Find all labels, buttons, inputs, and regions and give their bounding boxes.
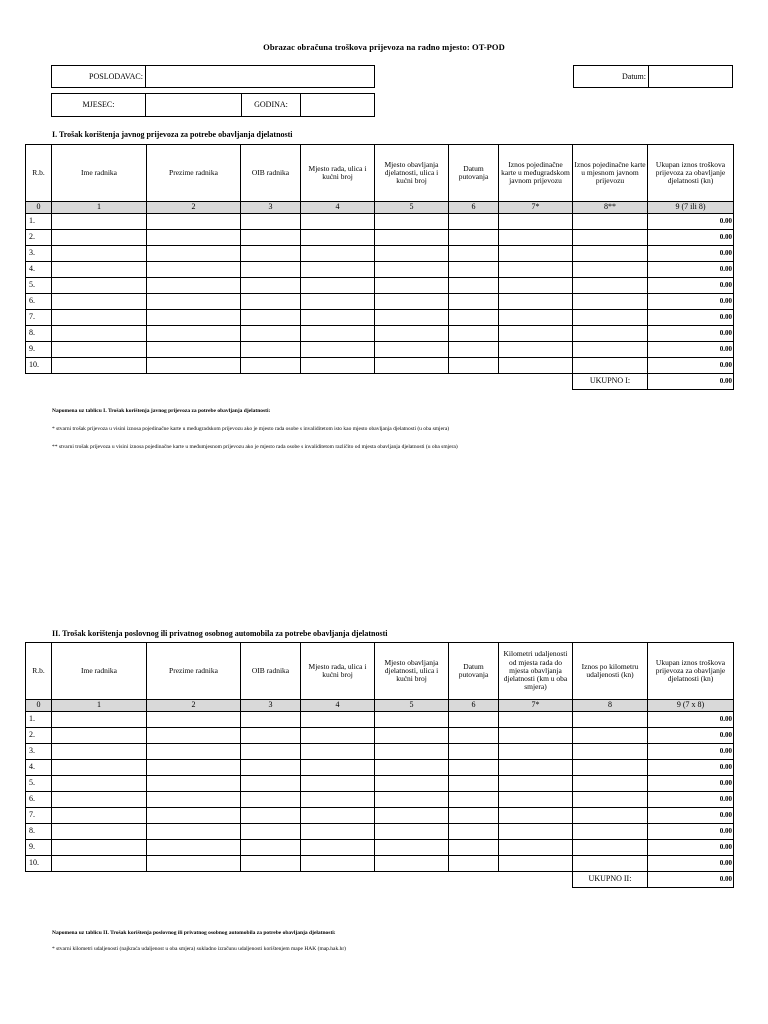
table-cell[interactable] <box>52 214 147 230</box>
table-cell[interactable] <box>301 712 375 728</box>
column-number: 8** <box>573 202 648 214</box>
table-cell[interactable] <box>52 262 147 278</box>
row-number: 5. <box>26 278 52 294</box>
table-row <box>26 278 734 294</box>
row-amount: 0.00 <box>648 214 734 230</box>
table-row <box>26 262 734 278</box>
table-row <box>26 342 734 358</box>
row-number: 10. <box>26 856 52 872</box>
employer-field[interactable] <box>147 66 374 87</box>
table-row <box>26 744 734 760</box>
column-number: 3 <box>241 202 301 214</box>
year-field[interactable] <box>302 94 374 116</box>
table-cell[interactable] <box>52 808 147 824</box>
column-number: 8 <box>573 700 648 712</box>
table-cell[interactable] <box>573 744 648 760</box>
table-cell[interactable] <box>449 342 499 358</box>
column-header: Ime radnika <box>52 643 147 700</box>
column-number: 0 <box>26 700 52 712</box>
date-field[interactable] <box>650 66 732 87</box>
table-cell[interactable] <box>241 358 301 374</box>
table-cell[interactable] <box>301 310 375 326</box>
table-row <box>26 808 734 824</box>
row-number: 2. <box>26 230 52 246</box>
row-amount: 0.00 <box>648 808 734 824</box>
section2-table <box>25 642 734 888</box>
table-cell[interactable] <box>499 712 573 728</box>
column-header: Prezime radnika <box>147 643 241 700</box>
table-cell[interactable] <box>147 712 241 728</box>
section2-note-title: Napomena uz tablicu II. Trošak korištenja poslovnog ili privatnog osobnog automobila za potrebe obavljanja djelatnosti: <box>52 930 336 936</box>
table-cell[interactable] <box>52 712 147 728</box>
section1-table <box>25 144 734 390</box>
row-number: 4. <box>26 262 52 278</box>
table-cell[interactable] <box>241 246 301 262</box>
table-row <box>26 310 734 326</box>
column-header: Datum putovanja <box>449 145 499 202</box>
table-cell[interactable] <box>52 310 147 326</box>
table-row <box>26 840 734 856</box>
table-cell[interactable] <box>449 246 499 262</box>
table-cell[interactable] <box>52 760 147 776</box>
table-cell[interactable] <box>375 294 449 310</box>
table-cell[interactable] <box>573 246 648 262</box>
table-cell[interactable] <box>147 326 241 342</box>
table-row <box>26 246 734 262</box>
table-cell[interactable] <box>375 214 449 230</box>
table-cell[interactable] <box>375 358 449 374</box>
table-row <box>26 728 734 744</box>
row-amount: 0.00 <box>648 294 734 310</box>
table-cell[interactable] <box>301 342 375 358</box>
table-row <box>26 326 734 342</box>
row-amount: 0.00 <box>648 744 734 760</box>
table-cell[interactable] <box>52 246 147 262</box>
table-cell[interactable] <box>301 728 375 744</box>
employer-box <box>51 65 375 88</box>
row-number: 3. <box>26 246 52 262</box>
table-cell[interactable] <box>573 358 648 374</box>
table-cell[interactable] <box>52 792 147 808</box>
table-cell[interactable] <box>241 792 301 808</box>
table-cell[interactable] <box>573 278 648 294</box>
table-cell[interactable] <box>241 808 301 824</box>
table-cell[interactable] <box>499 214 573 230</box>
table-row <box>26 856 734 872</box>
row-amount: 0.00 <box>648 792 734 808</box>
table-cell[interactable] <box>147 840 241 856</box>
table-cell[interactable] <box>375 728 449 744</box>
table-cell[interactable] <box>241 262 301 278</box>
total-spacer <box>26 872 573 888</box>
table-cell[interactable] <box>449 744 499 760</box>
table-cell[interactable] <box>301 358 375 374</box>
form-title: Obrazac obračuna troškova prijevoza na radno mjesto: OT-POD <box>263 42 505 52</box>
table-cell[interactable] <box>499 230 573 246</box>
table-cell[interactable] <box>499 326 573 342</box>
table-cell[interactable] <box>147 230 241 246</box>
column-number: 5 <box>375 202 449 214</box>
table-cell[interactable] <box>499 246 573 262</box>
section2-title: II. Trošak korištenja poslovnog ili privatnog osobnog automobila za potrebe obavljanja djelatnosti <box>52 629 388 638</box>
table-cell[interactable] <box>573 342 648 358</box>
table-cell[interactable] <box>573 824 648 840</box>
table-cell[interactable] <box>375 342 449 358</box>
table-cell[interactable] <box>499 776 573 792</box>
row-amount: 0.00 <box>648 776 734 792</box>
total-row <box>26 374 734 390</box>
column-header: Ime radnika <box>52 145 147 202</box>
table-cell[interactable] <box>52 728 147 744</box>
column-header: Mjesto obavljanja djelatnosti, ulica i kućni broj <box>375 643 449 700</box>
table-cell[interactable] <box>573 728 648 744</box>
table-cell[interactable] <box>499 840 573 856</box>
column-number: 5 <box>375 700 449 712</box>
table-cell[interactable] <box>449 856 499 872</box>
table-cell[interactable] <box>375 824 449 840</box>
table-cell[interactable] <box>241 728 301 744</box>
table-cell[interactable] <box>301 744 375 760</box>
table-cell[interactable] <box>301 808 375 824</box>
column-header: Mjesto obavljanja djelatnosti, ulica i kućni broj <box>375 145 449 202</box>
column-header: Iznos pojedinačne karte u međugradskom javnom prijevozu <box>499 145 573 202</box>
table-cell[interactable] <box>499 262 573 278</box>
total-label: UKUPNO I: <box>573 374 648 390</box>
table-cell[interactable] <box>301 760 375 776</box>
column-number-row <box>26 202 734 214</box>
section2-note-1: * stvarni kilometri udaljenosti (najkraća udaljenost u oba smjera) sukladno izračunu udaljenosti korištenjem mape HAK (map.hak.hr) <box>52 946 347 952</box>
section1-note-title: Napomena uz tablicu I. Trošak korištenja javnog prijevoza za potrebe obavljanja djelatnosti: <box>52 408 271 414</box>
table-cell[interactable] <box>301 856 375 872</box>
column-header: Mjesto rada, ulica i kućni broj <box>301 643 375 700</box>
row-number: 3. <box>26 744 52 760</box>
total-value: 0.00 <box>648 374 734 390</box>
table-cell[interactable] <box>375 230 449 246</box>
total-row <box>26 872 734 888</box>
column-number: 1 <box>52 700 147 712</box>
employer-label: POSLODAVAC: <box>52 66 146 87</box>
table-cell[interactable] <box>241 776 301 792</box>
table-cell[interactable] <box>241 214 301 230</box>
column-number-row <box>26 700 734 712</box>
table-cell[interactable] <box>301 262 375 278</box>
table-cell[interactable] <box>52 840 147 856</box>
table-cell[interactable] <box>147 792 241 808</box>
table-cell[interactable] <box>241 294 301 310</box>
table-cell[interactable] <box>573 310 648 326</box>
table-cell[interactable] <box>147 294 241 310</box>
table-cell[interactable] <box>52 856 147 872</box>
table-cell[interactable] <box>301 214 375 230</box>
table-cell[interactable] <box>499 824 573 840</box>
table-cell[interactable] <box>301 246 375 262</box>
table-cell[interactable] <box>147 214 241 230</box>
table-cell[interactable] <box>573 760 648 776</box>
table-cell[interactable] <box>449 310 499 326</box>
table-cell[interactable] <box>52 776 147 792</box>
table-cell[interactable] <box>499 856 573 872</box>
table-row <box>26 230 734 246</box>
table-cell[interactable] <box>449 712 499 728</box>
table-cell[interactable] <box>573 712 648 728</box>
table-cell[interactable] <box>499 358 573 374</box>
table-cell[interactable] <box>499 310 573 326</box>
table-cell[interactable] <box>449 294 499 310</box>
date-label: Datum: <box>574 66 649 87</box>
table-cell[interactable] <box>499 294 573 310</box>
table-cell[interactable] <box>573 792 648 808</box>
row-number: 1. <box>26 712 52 728</box>
row-number: 5. <box>26 776 52 792</box>
table-cell[interactable] <box>573 214 648 230</box>
column-number: 1 <box>52 202 147 214</box>
row-amount: 0.00 <box>648 310 734 326</box>
table-cell[interactable] <box>573 856 648 872</box>
table-cell[interactable] <box>241 840 301 856</box>
table-cell[interactable] <box>449 824 499 840</box>
table-cell[interactable] <box>375 246 449 262</box>
table-cell[interactable] <box>301 294 375 310</box>
table-cell[interactable] <box>375 310 449 326</box>
table-row <box>26 712 734 728</box>
table-cell[interactable] <box>449 776 499 792</box>
table-cell[interactable] <box>375 808 449 824</box>
month-label: MJESEC: <box>52 94 146 116</box>
table-cell[interactable] <box>375 262 449 278</box>
table-cell[interactable] <box>375 776 449 792</box>
section1-note-2: ** stvarni trošak prijevoza u visini iznosa pojedinačne karte u međumjesnom prijevozu ako je mjesto rada osobe s invaliditetom različito od mjesta obavljanja djelatnosti (u oba smjera) <box>52 444 458 450</box>
table-cell[interactable] <box>449 326 499 342</box>
column-number: 9 (7 x 8) <box>648 700 734 712</box>
table-cell[interactable] <box>375 840 449 856</box>
table-cell[interactable] <box>241 310 301 326</box>
table-cell[interactable] <box>241 342 301 358</box>
month-year-box <box>51 93 375 117</box>
table-cell[interactable] <box>375 856 449 872</box>
column-number: 2 <box>147 700 241 712</box>
table-cell[interactable] <box>241 856 301 872</box>
table-cell[interactable] <box>449 728 499 744</box>
column-header: Iznos po kilometru udaljenosti (kn) <box>573 643 648 700</box>
column-number: 3 <box>241 700 301 712</box>
row-number: 9. <box>26 342 52 358</box>
table-cell[interactable] <box>499 728 573 744</box>
row-amount: 0.00 <box>648 856 734 872</box>
column-number: 0 <box>26 202 52 214</box>
table-cell[interactable] <box>301 792 375 808</box>
table-cell[interactable] <box>449 262 499 278</box>
row-amount: 0.00 <box>648 728 734 744</box>
table-cell[interactable] <box>499 808 573 824</box>
row-number: 8. <box>26 824 52 840</box>
row-amount: 0.00 <box>648 760 734 776</box>
row-amount: 0.00 <box>648 342 734 358</box>
column-number: 6 <box>449 202 499 214</box>
column-header: Datum putovanja <box>449 643 499 700</box>
table-cell[interactable] <box>499 342 573 358</box>
table-cell[interactable] <box>147 744 241 760</box>
table-cell[interactable] <box>573 294 648 310</box>
table-cell[interactable] <box>147 358 241 374</box>
column-number: 4 <box>301 700 375 712</box>
table-cell[interactable] <box>301 278 375 294</box>
table-cell[interactable] <box>147 856 241 872</box>
table-cell[interactable] <box>52 230 147 246</box>
row-amount: 0.00 <box>648 712 734 728</box>
table-cell[interactable] <box>375 712 449 728</box>
table-cell[interactable] <box>449 358 499 374</box>
table-cell[interactable] <box>147 728 241 744</box>
table-cell[interactable] <box>52 358 147 374</box>
table-cell[interactable] <box>573 326 648 342</box>
table-cell[interactable] <box>449 230 499 246</box>
table-cell[interactable] <box>52 294 147 310</box>
table-cell[interactable] <box>301 840 375 856</box>
row-amount: 0.00 <box>648 278 734 294</box>
table-cell[interactable] <box>52 342 147 358</box>
table-cell[interactable] <box>147 310 241 326</box>
total-value: 0.00 <box>648 872 734 888</box>
row-number: 1. <box>26 214 52 230</box>
table-cell[interactable] <box>573 808 648 824</box>
row-amount: 0.00 <box>648 326 734 342</box>
table-cell[interactable] <box>449 214 499 230</box>
table-cell[interactable] <box>241 230 301 246</box>
row-number: 6. <box>26 294 52 310</box>
table-cell[interactable] <box>147 342 241 358</box>
column-header: OIB radnika <box>241 643 301 700</box>
table-row <box>26 214 734 230</box>
total-label: UKUPNO II: <box>573 872 648 888</box>
column-number: 9 (7 ili 8) <box>648 202 734 214</box>
table-cell[interactable] <box>241 744 301 760</box>
table-cell[interactable] <box>241 326 301 342</box>
table-header-row <box>26 643 734 700</box>
column-header: Prezime radnika <box>147 145 241 202</box>
table-cell[interactable] <box>241 760 301 776</box>
table-row <box>26 824 734 840</box>
year-label: GODINA: <box>242 94 301 116</box>
row-number: 7. <box>26 310 52 326</box>
table-row <box>26 792 734 808</box>
table-cell[interactable] <box>147 278 241 294</box>
table-cell[interactable] <box>241 824 301 840</box>
table-cell[interactable] <box>449 760 499 776</box>
row-amount: 0.00 <box>648 358 734 374</box>
row-number: 7. <box>26 808 52 824</box>
table-cell[interactable] <box>147 808 241 824</box>
row-number: 4. <box>26 760 52 776</box>
column-header: R.b. <box>26 643 52 700</box>
table-cell[interactable] <box>499 278 573 294</box>
column-header: Iznos pojedinačne karte u mjesnom javnom prijevozu <box>573 145 648 202</box>
section1-note-1: * stvarni trošak prijevoza u visini iznosa pojedinačne karte u međugradskom prijevozu ako je mjesto rada osobe s invaliditetom isto kao mjesto obavljanja djelatnosti (u oba smjera) <box>52 426 450 432</box>
table-cell[interactable] <box>147 824 241 840</box>
column-header: OIB radnika <box>241 145 301 202</box>
column-header: R.b. <box>26 145 52 202</box>
table-cell[interactable] <box>147 246 241 262</box>
table-cell[interactable] <box>573 840 648 856</box>
table-cell[interactable] <box>499 744 573 760</box>
total-spacer <box>26 374 573 390</box>
column-header: Ukupan iznos troškova prijevoza za obavljanje djelatnosti (kn) <box>648 643 734 700</box>
table-cell[interactable] <box>52 744 147 760</box>
table-cell[interactable] <box>147 776 241 792</box>
row-amount: 0.00 <box>648 246 734 262</box>
column-header: Mjesto rada, ulica i kućni broj <box>301 145 375 202</box>
section1-title: I. Trošak korištenja javnog prijevoza za potrebe obavljanja djelatnosti <box>52 130 293 139</box>
table-row <box>26 760 734 776</box>
table-cell[interactable] <box>301 776 375 792</box>
table-cell[interactable] <box>573 262 648 278</box>
row-amount: 0.00 <box>648 840 734 856</box>
row-number: 8. <box>26 326 52 342</box>
table-cell[interactable] <box>147 262 241 278</box>
table-cell[interactable] <box>449 808 499 824</box>
month-field[interactable] <box>147 94 242 116</box>
table-cell[interactable] <box>52 326 147 342</box>
row-number: 6. <box>26 792 52 808</box>
row-number: 10. <box>26 358 52 374</box>
table-cell[interactable] <box>301 326 375 342</box>
table-cell[interactable] <box>147 760 241 776</box>
row-amount: 0.00 <box>648 824 734 840</box>
table-cell[interactable] <box>375 792 449 808</box>
date-box <box>573 65 733 88</box>
column-number: 7* <box>499 700 573 712</box>
table-cell[interactable] <box>375 278 449 294</box>
table-cell[interactable] <box>573 230 648 246</box>
table-cell[interactable] <box>573 776 648 792</box>
column-number: 2 <box>147 202 241 214</box>
table-row <box>26 776 734 792</box>
table-cell[interactable] <box>52 278 147 294</box>
row-amount: 0.00 <box>648 230 734 246</box>
row-number: 9. <box>26 840 52 856</box>
column-header: Kilometri udaljenosti od mjesta rada do mjesta obavljanja djelatnosti (km u oba smjera) <box>499 643 573 700</box>
column-number: 6 <box>449 700 499 712</box>
table-cell[interactable] <box>52 824 147 840</box>
table-cell[interactable] <box>449 840 499 856</box>
column-number: 4 <box>301 202 375 214</box>
table-header-row <box>26 145 734 202</box>
table-cell[interactable] <box>375 760 449 776</box>
table-cell[interactable] <box>301 230 375 246</box>
table-cell[interactable] <box>499 760 573 776</box>
row-amount: 0.00 <box>648 262 734 278</box>
table-cell[interactable] <box>301 824 375 840</box>
column-number: 7* <box>499 202 573 214</box>
table-cell[interactable] <box>449 278 499 294</box>
table-cell[interactable] <box>375 326 449 342</box>
table-cell[interactable] <box>241 278 301 294</box>
table-cell[interactable] <box>499 792 573 808</box>
table-row <box>26 294 734 310</box>
table-cell[interactable] <box>241 712 301 728</box>
table-cell[interactable] <box>375 744 449 760</box>
column-header: Ukupan iznos troškova prijevoza za obavljanje djelatnosti (kn) <box>648 145 734 202</box>
table-cell[interactable] <box>449 792 499 808</box>
row-number: 2. <box>26 728 52 744</box>
table-row <box>26 358 734 374</box>
